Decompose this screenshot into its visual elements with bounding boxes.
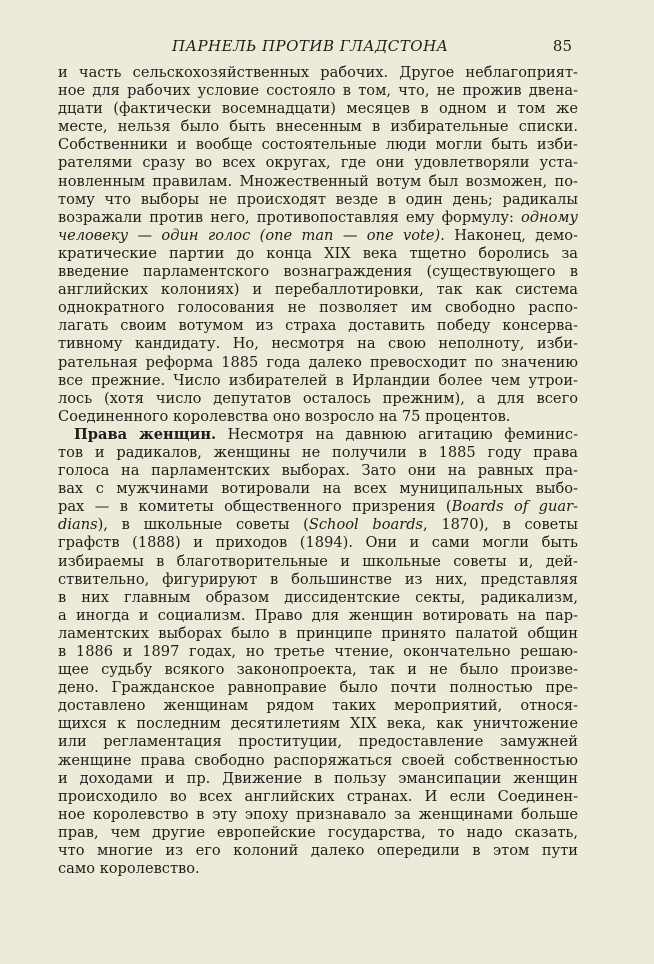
- text-line: а иногда и социализм. Право для женщин вотировать на пар-: [58, 606, 578, 624]
- text-line: все прежние. Число избирателей в Ирландии более чем утрои-: [58, 371, 578, 389]
- text-line: щихся к последним десятилетиям XIX века, как уничтожение: [58, 715, 578, 733]
- text-line: [58, 498, 578, 516]
- text-line: введение парламентского вознаграждения (существующего в: [58, 263, 578, 281]
- text-line: тов и радикалов, женщины не получили в 1885 году права: [58, 443, 578, 461]
- italic-phrase: School boards: [308, 516, 424, 534]
- text-line: дцати (фактически восемнадцати) месяцев в одном и том же: [58, 100, 578, 118]
- text-line: в 1886 и 1897 годах, но третье чтение, окончательно решаю-: [58, 643, 578, 660]
- text-line: доставлено женщинам рядом таких мероприятий, относя-: [58, 697, 578, 715]
- text-line: рательная реформа 1885 года далеко превосходит по значению: [58, 353, 578, 371]
- text-line: [58, 227, 578, 245]
- text-line: кратические партии до конца XIX века тщетно боролись за: [58, 244, 578, 262]
- text-segment: ), в школьные советы (: [97, 516, 309, 534]
- text-line: ное королевство в эту эпоху признавало за женщинами больше: [58, 805, 578, 823]
- text-line: и часть сельскохозяйственных рабочих. Другое неблагоприят-: [58, 64, 578, 81]
- text-line: [58, 426, 578, 444]
- text-line: ствительно, фигурируют в большинстве из них, представляя: [58, 570, 578, 588]
- text-line: Соединенного королевства оно возросло на 75 процентов.: [58, 407, 511, 425]
- text-line: прав, чем другие европейские государства, то надо сказать,: [58, 823, 578, 841]
- text-line: новленным правилам. Множественный вотум был возможен, по-: [58, 172, 578, 190]
- text-line: что многие из его колоний далеко опередили в этом пути: [58, 842, 578, 860]
- text-line: само королевство.: [58, 860, 200, 878]
- text-segment: рах — в комитеты общественного призрения (: [58, 498, 452, 516]
- text-line: женщине права свободно распоряжаться своей собственностью: [58, 751, 578, 769]
- text-line: дено. Гражданское равноправие было почти полностью пре-: [58, 679, 578, 697]
- text-line: Собственники и вообще состоятельные люди могли быть изби-: [58, 136, 578, 154]
- text-line: рателями сразу во всех округах, где они удовлетворяли уста-: [58, 154, 578, 172]
- section-run-in-heading: Права женщин.: [74, 425, 217, 443]
- text-line: [58, 516, 578, 534]
- text-segment: , 1870), в советы: [423, 516, 578, 534]
- text-line: английских колониях) и перебаллотировки, так как система: [58, 281, 578, 299]
- italic-phrase: одному: [521, 208, 578, 226]
- text-segment: Наконец, демо-: [444, 226, 578, 244]
- text-line: ламентских выборах было в принципе принято палатой общин: [58, 624, 578, 642]
- text-line: месте, нельзя было быть внесенным в избирательные списки.: [58, 118, 578, 136]
- italic-phrase: dians: [58, 516, 98, 534]
- text-line: графств (1888) и приходов (1894). Они и сами могли быть: [58, 534, 578, 552]
- paragraph-voting-reform: [58, 64, 578, 426]
- paragraph-women-rights: [58, 426, 578, 878]
- text-line: лось (хотя число депутатов осталось прежним), а для всего: [58, 389, 578, 407]
- page-number: 85: [552, 37, 572, 55]
- text-line: тивному кандидату. Но, несмотря на свою неполноту, изби-: [58, 335, 578, 353]
- text-line: щее судьбу всякого законопроекта, так и не было произве-: [58, 661, 578, 679]
- text-line: и доходами и пр. Движение в пользу эмансипации женщин: [58, 769, 578, 787]
- text-line: ное для рабочих условие состояло в том, что, не прожив двена-: [58, 82, 578, 100]
- text-line: вах с мужчинами вотировали на всех муниципальных выбо-: [58, 480, 578, 498]
- running-title: ПАРНЕЛЬ ПРОТИВ ГЛАДСТОНА: [172, 37, 449, 55]
- text-line: лагать своим вотумом из страха доставить победу консерва-: [58, 317, 578, 335]
- text-segment: Несмотря на давнюю агитацию феминис-: [216, 425, 578, 443]
- text-segment: возражали против него, противопоставляя ему формулу:: [58, 208, 521, 226]
- text-line: однократного голосования не позволяет им свободно распо-: [58, 299, 578, 317]
- text-line: голоса на парламентских выборах. Зато они на равных пра-: [58, 462, 578, 480]
- text-line: [58, 209, 578, 227]
- italic-phrase: человеку — один голос (one man — one vote).: [58, 226, 445, 244]
- text-line: происходило во всех английских странах. И если Соединен-: [58, 787, 578, 805]
- italic-phrase: Boards of guar-: [451, 498, 578, 516]
- text-line: в них главным образом диссидентские секты, радикализм,: [58, 588, 578, 606]
- page-header: [58, 34, 578, 58]
- text-line: избираемы в благотворительные и школьные советы и, дей-: [58, 552, 578, 570]
- text-line: тому что выборы не происходят везде в один день; радикалы: [58, 190, 578, 208]
- text-line: или регламентация проституции, предоставление замужней: [58, 733, 578, 751]
- body-text: [58, 64, 578, 878]
